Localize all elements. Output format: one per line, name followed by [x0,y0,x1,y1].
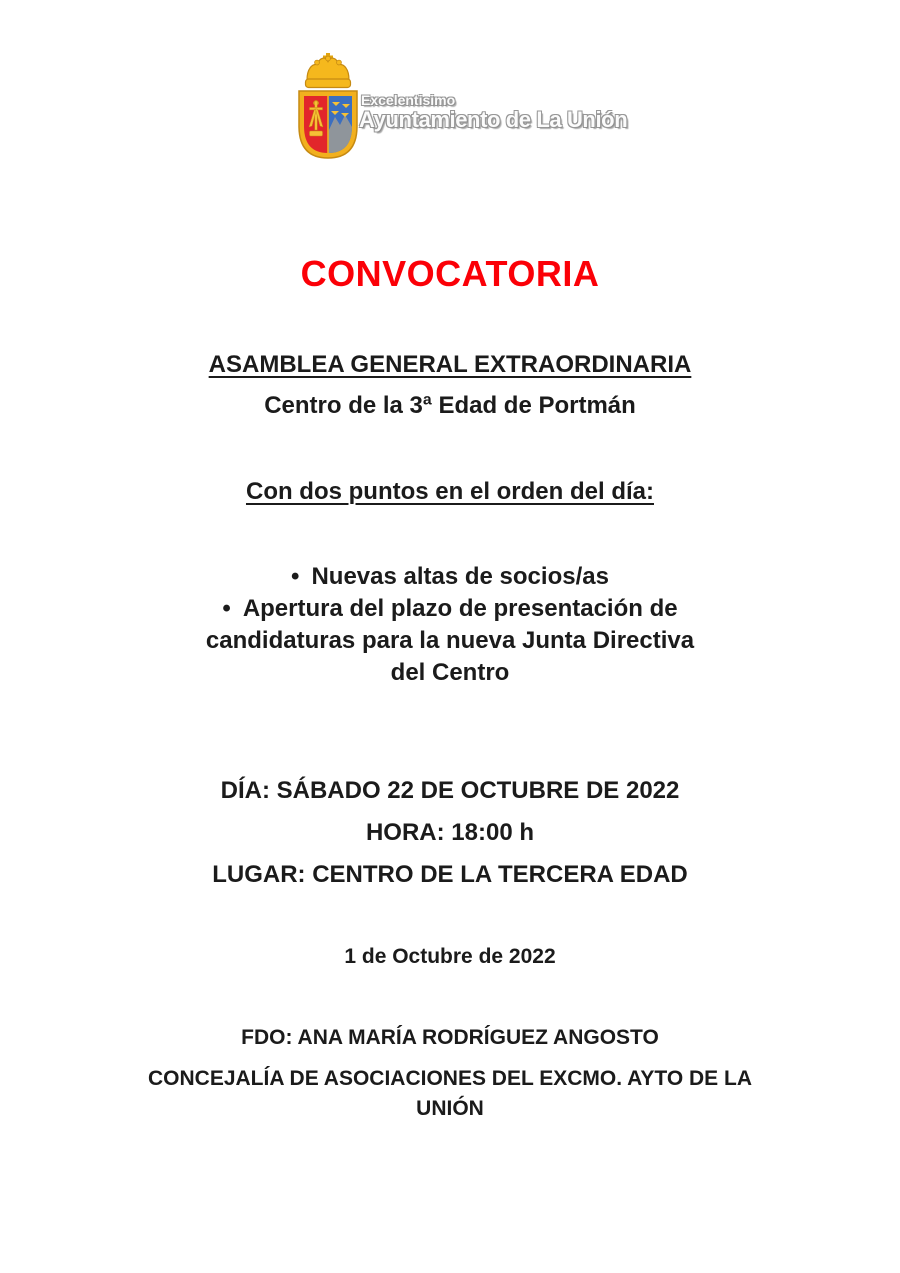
notice-title: CONVOCATORIA [300,253,600,294]
event-time: HORA: 18:00 h [365,819,535,846]
bullet-icon: • [291,563,300,590]
agenda-item [193,561,708,593]
venue-subheading: Centro de la 3ª Edad de Portmán [264,392,636,419]
agenda-item [193,593,708,689]
bullet-icon: • [222,595,231,622]
event-day: DÍA: SÁBADO 22 DE OCTUBRE DE 2022 [220,777,680,804]
issue-date: 1 de Octubre de 2022 [344,945,556,968]
event-details [0,770,900,896]
event-place: LUGAR: CENTRO DE LA TERCERA EDAD [212,861,688,888]
assembly-heading: ASAMBLEA GENERAL EXTRAORDINARIA [208,351,692,378]
signature-department: CONCEJALÍA DE ASOCIACIONES DEL EXCMO. AYTO DE LA UNIÓN [147,1067,753,1120]
agenda-heading: Con dos puntos en el orden del día: [245,478,654,505]
agenda-list [193,561,708,689]
org-name-small: Excelentisimo [361,92,456,108]
org-name-large: Ayuntamiento de La Unión [359,107,628,132]
signature-name: FDO: ANA MARÍA RODRÍGUEZ ANGOSTO [241,1026,659,1049]
municipal-logo [295,50,628,165]
shield-icon [299,91,357,158]
agenda-item-text: Nuevas altas de socios/as [311,563,609,590]
crown-icon [306,53,351,88]
coat-of-arms-icon [295,50,361,162]
agenda-item-text: Apertura del plazo de presentación de candidaturas para la nueva Junta Directiva del Centro [205,595,695,686]
